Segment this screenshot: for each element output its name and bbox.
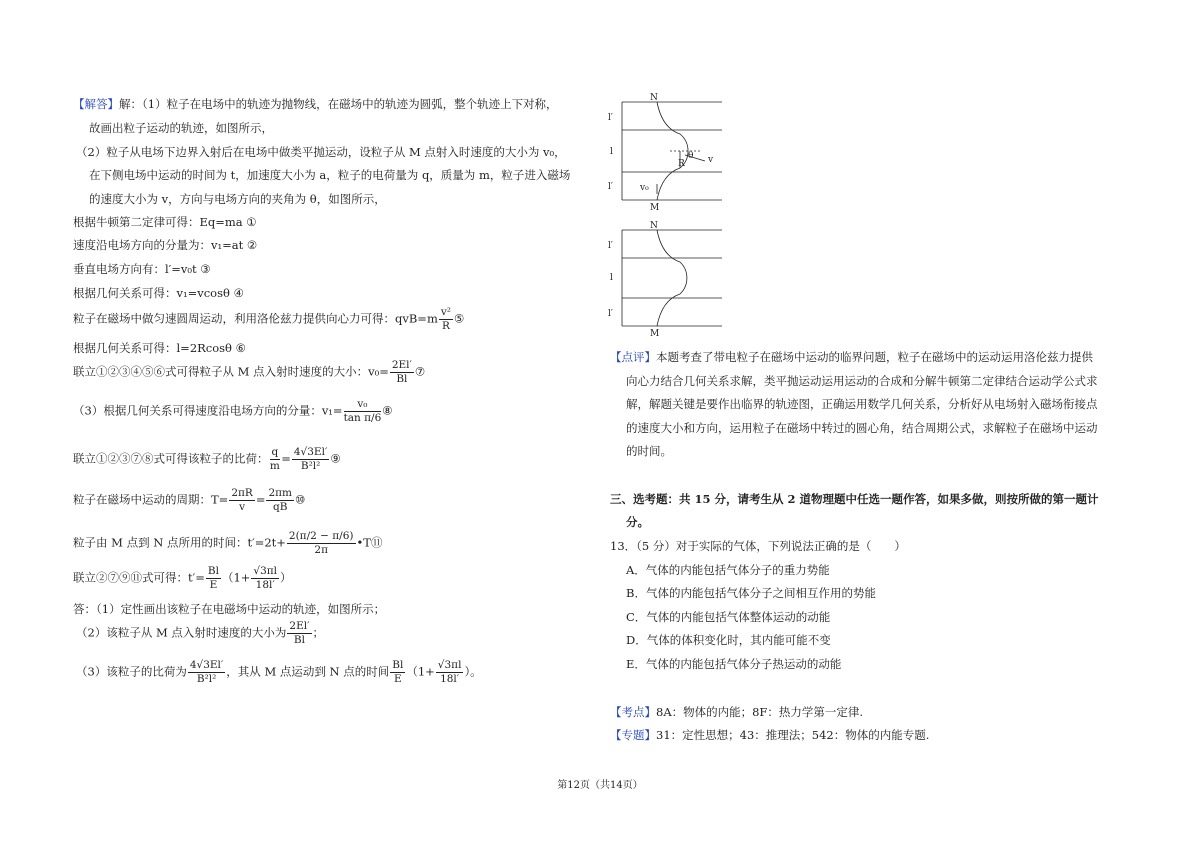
answer-line-2: 故画出粒子运动的轨迹，如图所示， (89, 121, 273, 135)
label-l-2: l (610, 273, 613, 283)
label-theta: θ (688, 151, 694, 161)
label-N-top: N (650, 93, 658, 103)
knowledge-points: 【考点】8A：物体的内能；8F：热力学第一定律. (610, 705, 864, 719)
label-N-bottom: N (650, 221, 658, 231)
equation-9: 联立①②③⑦⑧式可得该粒子的比荷： $\frac{q}{m}$ = $\frac{4√3El'}{\text{B²l²}}$ ⑨ (73, 446, 341, 472)
fraction: $\frac{Bl}{E}$ (207, 565, 219, 591)
zhuanti-tag: 【专题】 (610, 728, 656, 742)
fraction: $\frac{Bl}{E}$ (392, 659, 404, 685)
equation-7: 联立①②③④⑤⑥式可得粒子从 M 点入射时速度的大小：v₀= $\frac{2El'}{Bl}$ ⑦ (73, 359, 426, 385)
label-lp-2: l′ (608, 182, 613, 192)
label-M-top: M (650, 203, 660, 213)
fraction: $\frac{\text{v²}}{R}$ (440, 306, 452, 332)
question-13: 13．（5 分）对于实际的气体，下列说法正确的是（ ） (610, 539, 906, 553)
comment-tag: 【点评】 (610, 350, 656, 364)
equation-1: 根据牛顿第二定律可得：Eq=ma ① (73, 215, 257, 229)
comment-line-2: 向心力结合几何关系求解，类平抛运动运用运动的合成和分解牛顿第二定律结合运动学公式求 (626, 374, 1098, 388)
equation-6: 根据几何关系可得：l=2Rcosθ ⑥ (73, 341, 246, 355)
page-footer: 第12页（共14页） (557, 780, 643, 791)
equation-3: 垂直电场方向有：l′=v₀t ③ (73, 262, 211, 276)
fraction: $\frac{√3\pi l}{18l'}$ (253, 565, 278, 591)
kaodian-tag: 【考点】 (610, 705, 656, 719)
comment-line-5: 的时间。 (626, 444, 672, 458)
answer-tag: 【解答】 (73, 97, 119, 111)
section-heading-cont: 分。 (626, 515, 649, 529)
conclusion-3: （3）该粒子的比荷为 $\frac{4√3El'}{\text{B²l²}}$ ，其从 M 点运动到 N 点的时间 $\frac{Bl}{E}$ （1+ $\frac{√3\pi l}{18l'}$ ）。 (76, 659, 482, 685)
equation-8: （3）根据几何关系可得速度沿电场方向的分量：v₁= $\frac{\text{v₀}}{\text{tan π/6}}$ ⑧ (73, 398, 393, 424)
equation-5: 粒子在磁场中做匀速圆周运动，利用洛伦兹力提供向心力可得：qvB=m $\frac{\text{v²}}{R}$ ⑤ (73, 306, 465, 332)
trajectory-figure (600, 90, 730, 344)
fraction: $\frac{2\pi m}{qB}$ (268, 487, 292, 513)
conclusion-2: （2）该粒子从 M 点入射时速度的大小为 $\frac{2El'}{Bl}$ ； (76, 620, 324, 646)
fraction: $\frac{2El'}{Bl}$ (289, 620, 310, 646)
fraction: $\frac{q}{m}$ (269, 446, 280, 472)
topic: 【专题】31：定性思想；43：推理法；542：物体的内能专题. (610, 728, 930, 742)
label-lp-4: l′ (608, 309, 613, 319)
comment-line-1: 【点评】本题考查了带电粒子在磁场中运动的临界问题，粒子在磁场中的运动运用洛伦兹力提供 (610, 350, 1093, 364)
option-e: E．气体的内能包括气体分子热运动的动能 (626, 657, 842, 671)
label-lp-1: l′ (608, 113, 613, 123)
fraction: $\frac{2El'}{Bl}$ (391, 359, 412, 385)
fraction: $\frac{4√3El'}{\text{B²l²}}$ (189, 659, 224, 685)
answer-line-3: （2）粒子从电场下边界入射后在电场中做类平抛运动，设粒子从 M 点射入时速度的大小为 v₀， (76, 145, 566, 159)
option-a: A．气体的内能包括气体分子的重力势能 (626, 563, 830, 577)
label-M-bottom: M (650, 329, 660, 339)
option-c: C．气体的内能包括气体整体运动的动能 (626, 610, 831, 624)
comment-line-3: 解，解题关键是要作出临界的轨迹图，正确运用数学几何关系，分析好从电场射入磁场衔接点 (626, 397, 1098, 411)
answer-line-5: 的速度大小为 v，方向与电场方向的夹角为 θ，如图所示， (89, 192, 386, 206)
fraction: $\frac{\text{v₀}}{\text{tan π/6}}$ (343, 398, 382, 424)
fraction: $\frac{2\pi R}{v}$ (231, 487, 253, 513)
fraction: $\frac{2(\pi/2 - \pi/6)}{2\pi}$ (288, 530, 354, 556)
equation-10: 粒子在磁场中运动的周期：T= $\frac{2\pi R}{v}$ = $\frac{2\pi m}{qB}$ ⑩ (73, 487, 306, 513)
fraction: $\frac{4√3El'}{\text{B²l²}}$ (293, 446, 328, 472)
equation-4: 根据几何关系可得：v₁=vcosθ ④ (73, 286, 244, 300)
equation-12: 联立②⑦⑨⑪式可得：t′= $\frac{Bl}{E}$ （1+ $\frac{√3\pi l}{18l'}$ ） (73, 565, 292, 591)
equation-2: 速度沿电场方向的分量为：v₁=at ② (73, 238, 258, 252)
answer-line-4: 在下侧电场中运动的时间为 t，加速度大小为 a，粒子的电荷量为 q，质量为 m，粒子进入磁场 (89, 168, 571, 182)
label-v0: v₀ (640, 183, 649, 193)
label-lp-3: l′ (608, 241, 613, 251)
conclusion-1: 答：（1）定性画出该粒子在电磁场中运动的轨迹，如图所示； (73, 602, 386, 616)
section-heading: 三、选考题：共 15 分，请考生从 2 道物理题中任选一题作答，如果多做，则按所做的第一题计 (610, 492, 1099, 506)
label-R: R (678, 159, 685, 169)
comment-line-4: 的速度大小和方向，运用粒子在磁场中转过的圆心角，结合周期公式，求解粒子在磁场中运动 (626, 421, 1098, 435)
option-d: D．气体的体积变化时，其内能可能不变 (626, 633, 831, 647)
equation-11: 粒子由 M 点到 N 点所用的时间：t′=2t+ $\frac{2(\pi/2 - \pi/6)}{2\pi}$ •T⑪ (73, 530, 383, 556)
answer-line-1: 【解答】解：（1）粒子在电场中的轨迹为抛物线，在磁场中的轨迹为圆弧，整个轨迹上下对称， (73, 97, 558, 111)
fraction: $\frac{√3\pi l}{18l'}$ (437, 659, 462, 685)
option-b: B．气体的内能包括气体分子之间相互作用的势能 (626, 586, 876, 600)
label-v: v (708, 155, 714, 165)
label-l-1: l (610, 147, 613, 157)
